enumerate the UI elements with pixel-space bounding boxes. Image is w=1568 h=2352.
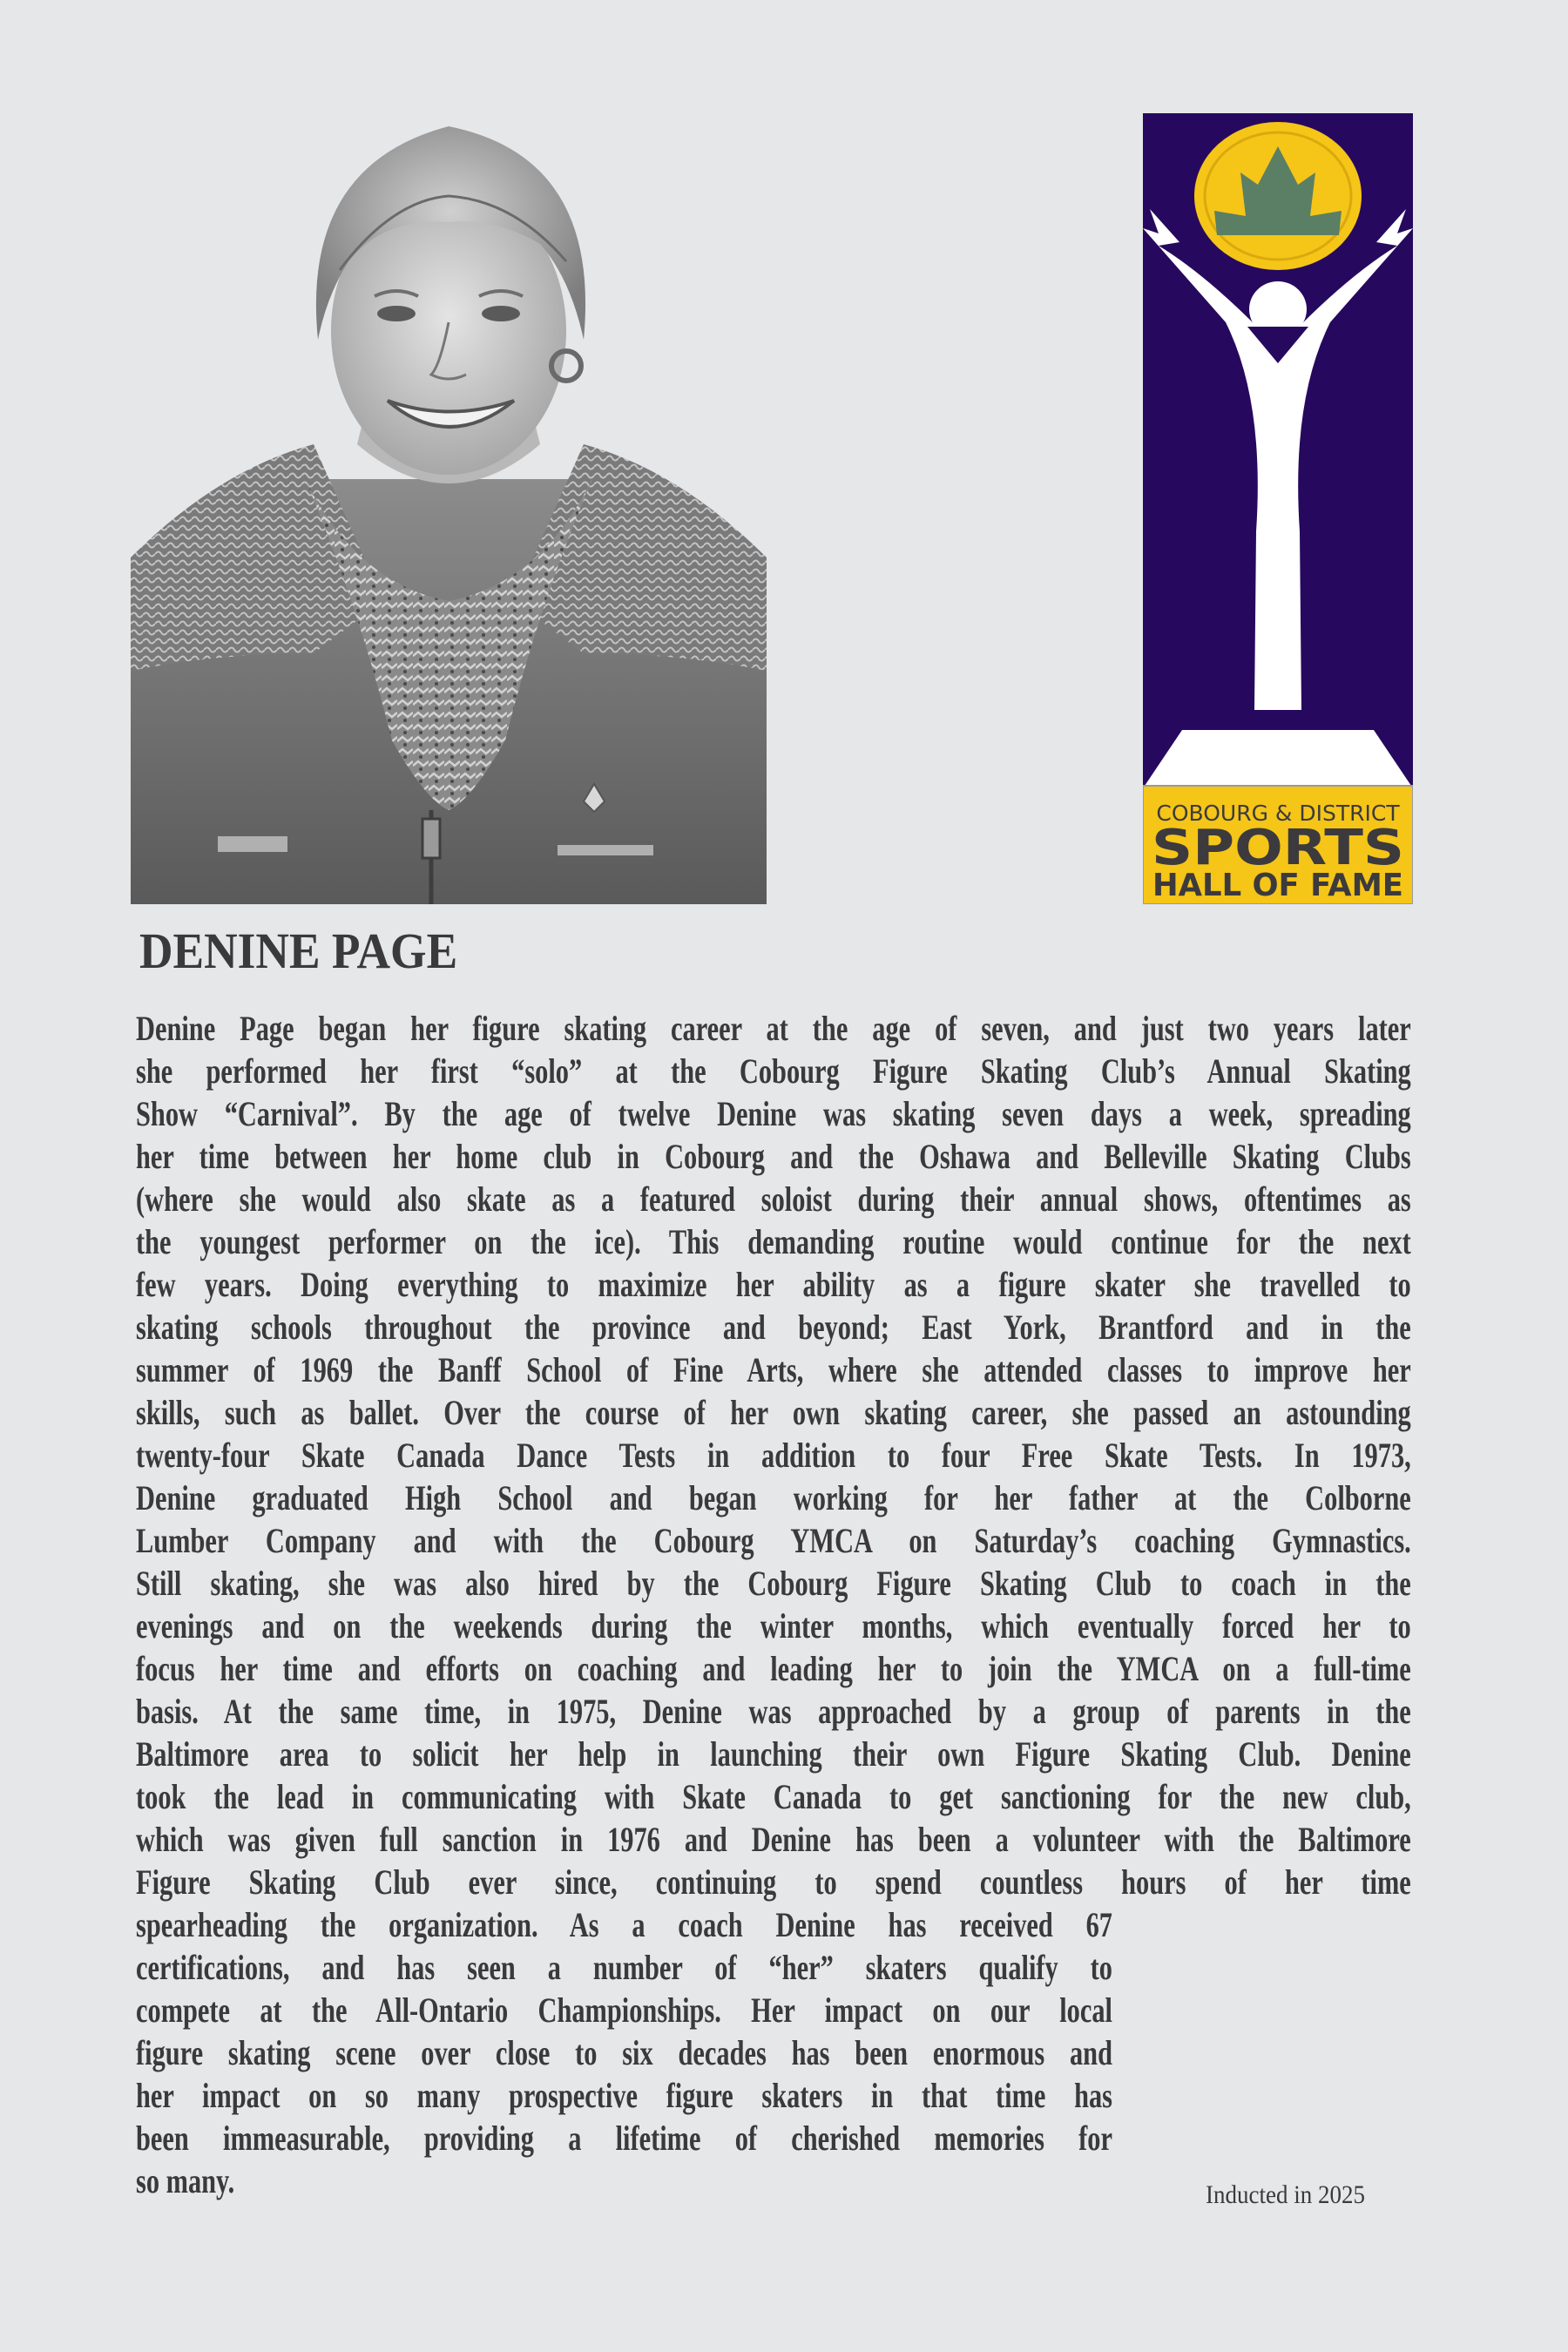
bio-line: twenty-four Skate Canada Dance Tests in addition to four Free Skate Tests. In 1973,	[136, 1436, 1411, 1475]
bio-line: Denine graduated High School and began working for her father at the Colborne	[136, 1478, 1411, 1517]
bio-line: basis. At the same time, in 1975, Denine was approached by a group of parents in the	[136, 1692, 1411, 1731]
bio-line: Figure Skating Club ever since, continuing to spend countless hours of her time	[136, 1862, 1411, 1902]
hall-of-fame-logo	[1143, 113, 1413, 904]
bio-line: (where she would also skate as a featured soloist during their annual shows, oftentimes as	[136, 1179, 1411, 1219]
bio-line: Denine Page began her figure skating career at the age of seven, and just two years later	[136, 1009, 1411, 1048]
bio-line: so many.	[136, 2161, 235, 2200]
bio-line: her impact on so many prospective figure skaters in that time has	[136, 2076, 1112, 2115]
induction-year: Inducted in 2025	[1206, 2180, 1365, 2209]
bio-line: Baltimore area to solicit her help in launching their own Figure Skating Club. Denine	[136, 1734, 1411, 1774]
logo-text-line1: COBOURG & DISTRICT	[1156, 801, 1400, 826]
bio-line: focus her time and efforts on coaching and leading her to join the YMCA on a full-time	[136, 1649, 1411, 1688]
bio-line: compete at the All-Ontario Championships. Her impact on our local	[136, 1990, 1112, 2030]
logo-text-line3: HALL OF FAME	[1152, 868, 1403, 903]
bio-line: certifications, and has seen a number of “her” skaters qualify to	[136, 1948, 1112, 1987]
bio-line: Show “Carnival”. By the age of twelve Denine was skating seven days a week, spreading	[136, 1094, 1411, 1133]
bio-line: been immeasurable, providing a lifetime of cherished memories for	[136, 2119, 1112, 2158]
bio-line: Still skating, she was also hired by the Cobourg Figure Skating Club to coach in the	[136, 1564, 1411, 1603]
bio-line: took the lead in communicating with Skate Canada to get sanctioning for the new club,	[136, 1777, 1411, 1816]
bio-line: the youngest performer on the ice). This demanding routine would continue for the next	[136, 1222, 1411, 1261]
portrait-drawing	[131, 113, 767, 904]
bio-line: skills, such as ballet. Over the course of her own skating career, she passed an astounding	[136, 1393, 1411, 1432]
bio-line: skating schools throughout the province and beyond; East York, Brantford and in the	[136, 1308, 1411, 1347]
logo-text-line2: SPORTS	[1152, 820, 1404, 876]
trophy-figure-icon	[1143, 113, 1413, 904]
bio-line: spearheading the organization. As a coach Denine has received 67	[136, 1905, 1112, 1944]
inductee-name: DENINE PAGE	[139, 923, 458, 979]
bio-line: which was given full sanction in 1976 and Denine has been a volunteer with the Baltimore	[136, 1820, 1411, 1859]
bio-line: figure skating scene over close to six decades has been enormous and	[136, 2033, 1112, 2072]
bio-line: Lumber Company and with the Cobourg YMCA on Saturday’s coaching Gymnastics.	[136, 1521, 1411, 1560]
bio-line: evenings and on the weekends during the winter months, which eventually forced her to	[136, 1606, 1411, 1646]
bio-line: summer of 1969 the Banff School of Fine Arts, where she attended classes to improve her	[136, 1350, 1411, 1389]
bio-line: she performed her first “solo” at the Cobourg Figure Skating Club’s Annual Skating	[136, 1051, 1411, 1091]
bio-line: few years. Doing everything to maximize her ability as a figure skater she travelled to	[136, 1265, 1411, 1304]
bio-line: her time between her home club in Cobourg and the Oshawa and Belleville Skating Clubs	[136, 1137, 1411, 1176]
